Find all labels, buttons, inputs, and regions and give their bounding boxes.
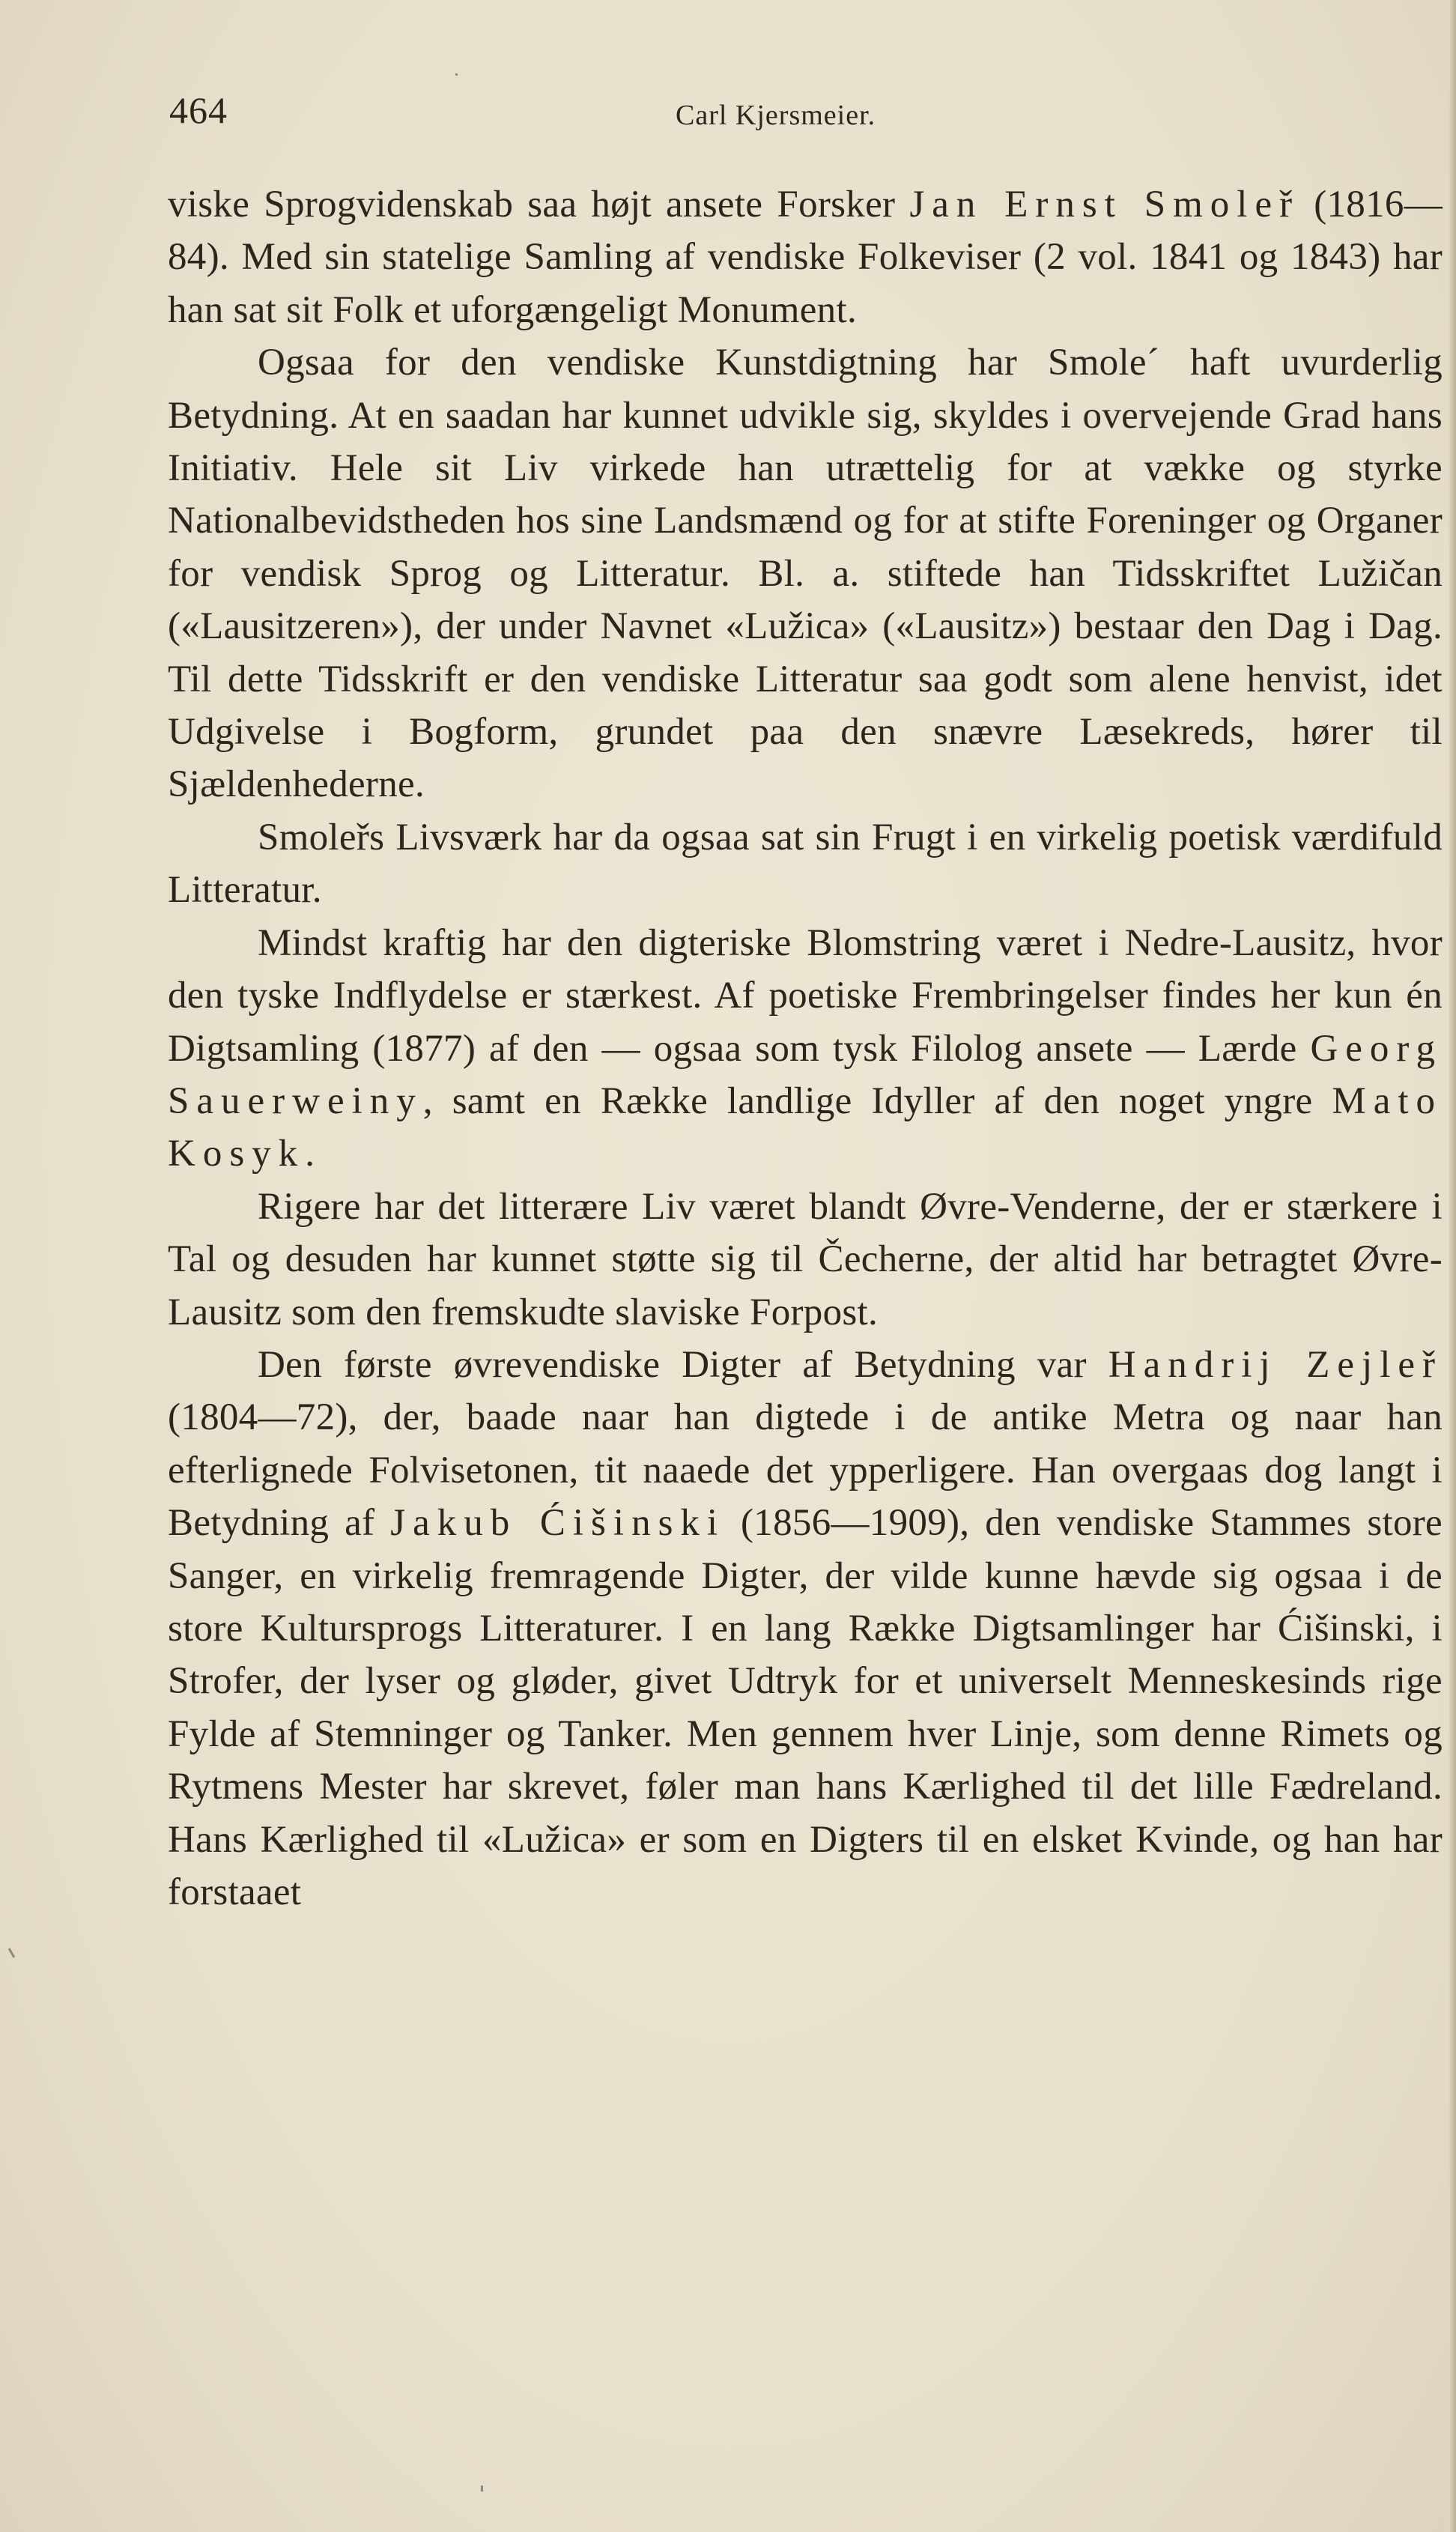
spaced-name: Jakub Ćišinski <box>390 1502 726 1545</box>
page-header <box>169 88 1443 148</box>
text-run: (1816—84). Med sin statelige Samling af vendiske Folkeviser (2 vol. 1841 og 1843) har han sat sit Folk et uforgængeligt Monument. <box>168 184 1443 331</box>
paper-speck <box>481 2486 483 2492</box>
paragraph <box>168 1181 1443 1339</box>
paragraph <box>168 336 1443 811</box>
paper-speck <box>8 1948 16 1958</box>
text-run: (1804—72), der, baade naar han digtede i de antike Metra og naar han efterlignede Folvisetonen, tit naaede det ypperligere. Han overgaas dog langt i Betydning af <box>168 1396 1443 1545</box>
text-run: Smoleřs Livsværk har da ogsaa sat sin Frugt i en virkelig poetisk værdifuld Litteratur. <box>168 816 1443 912</box>
spaced-name: Georg Sauerweiny <box>168 1027 1443 1122</box>
body-text <box>168 178 1443 1918</box>
text-run: Mindst kraftig har den digteriske Blomstring været i Nedre-Lausitz, hvor den tyske Indflydelse er stærkest. Af poetiske Frembringelser findes her kun én Digtsamling (1877) af den — ogsaa som tysk Filolog ansete — Lærde <box>168 921 1443 1070</box>
text-run: (1856—1909), den vendiske Stammes store Sanger, en virkelig fremragende Digter, der vilde kunne hævde sig ogsaa i de store Kultursprogs Litteraturer. I en lang Række Digtsamlinger har Ćišinski, i Strofer, der lyser og gløder, givet Udtryk for et universelt Menneskesinds rige Fylde af Stemninger og Tanker. Men gennem hver Linje, som denne Rimets og Rytmens Mester har skrevet, føler man hans Kærlighed til det lille Fædreland. Hans Kærlighed til «Lužica» er som en Digters til en elsket Kvinde, og han har forstaaet <box>168 1502 1443 1913</box>
paragraph <box>168 1339 1443 1918</box>
text-run: Rigere har det litterære Liv været blandt Øvre-Venderne, der er stærkere i Tal og desuden har kunnet støtte sig til Čecherne, der altid har betragtet Øvre-Lausitz som den fremskudte slaviske Forpost. <box>168 1185 1443 1333</box>
text-run: Den første øvrevendiske Digter af Betydning var <box>258 1343 1108 1386</box>
spaced-name: Mato Kosyk <box>168 1079 1443 1175</box>
spaced-name: Handrij Zejleř <box>1108 1343 1443 1386</box>
text-run: , samt en Række landlige Idyller af den noget yngre <box>422 1079 1332 1122</box>
paragraph <box>168 811 1443 917</box>
text-run: viske Sprogvidenskab saa højt ansete Forsker <box>168 184 910 225</box>
page-number: 464 <box>169 89 228 131</box>
spaced-name: Jan Ernst Smoleř <box>909 184 1300 225</box>
paper-speck <box>455 73 458 76</box>
paragraph <box>168 178 1443 336</box>
text-run: . <box>305 1133 315 1175</box>
page-edge-shadow <box>1449 0 1456 2532</box>
running-head: Carl Kjersmeier. <box>676 100 876 131</box>
text-run: Ogsaa for den vendiske Kunstdigtning har Smole´ haft uvurderlig Betydning. At en saadan har kunnet udvikle sig, skyldes i overvejende Grad hans Initiativ. Hele sit Liv virkede han utrættelig for at vække og styrke Nationalbevidstheden hos sine Landsmænd og for at stifte Foreninger og Organer for vendisk Sprog og Litteratur. Bl. a. stiftede han Tidsskriftet Lužičan («Lausitzeren»), der under Navnet «Lužica» («Lausitz») bestaar den Dag i Dag. Til dette Tidsskrift er den vendiske Litteratur saa godt som alene henvist, idet Udgivelse i Bogform, grundet paa den snævre Læsekreds, hører til Sjældenhederne. <box>168 342 1443 806</box>
paragraph <box>168 917 1443 1181</box>
